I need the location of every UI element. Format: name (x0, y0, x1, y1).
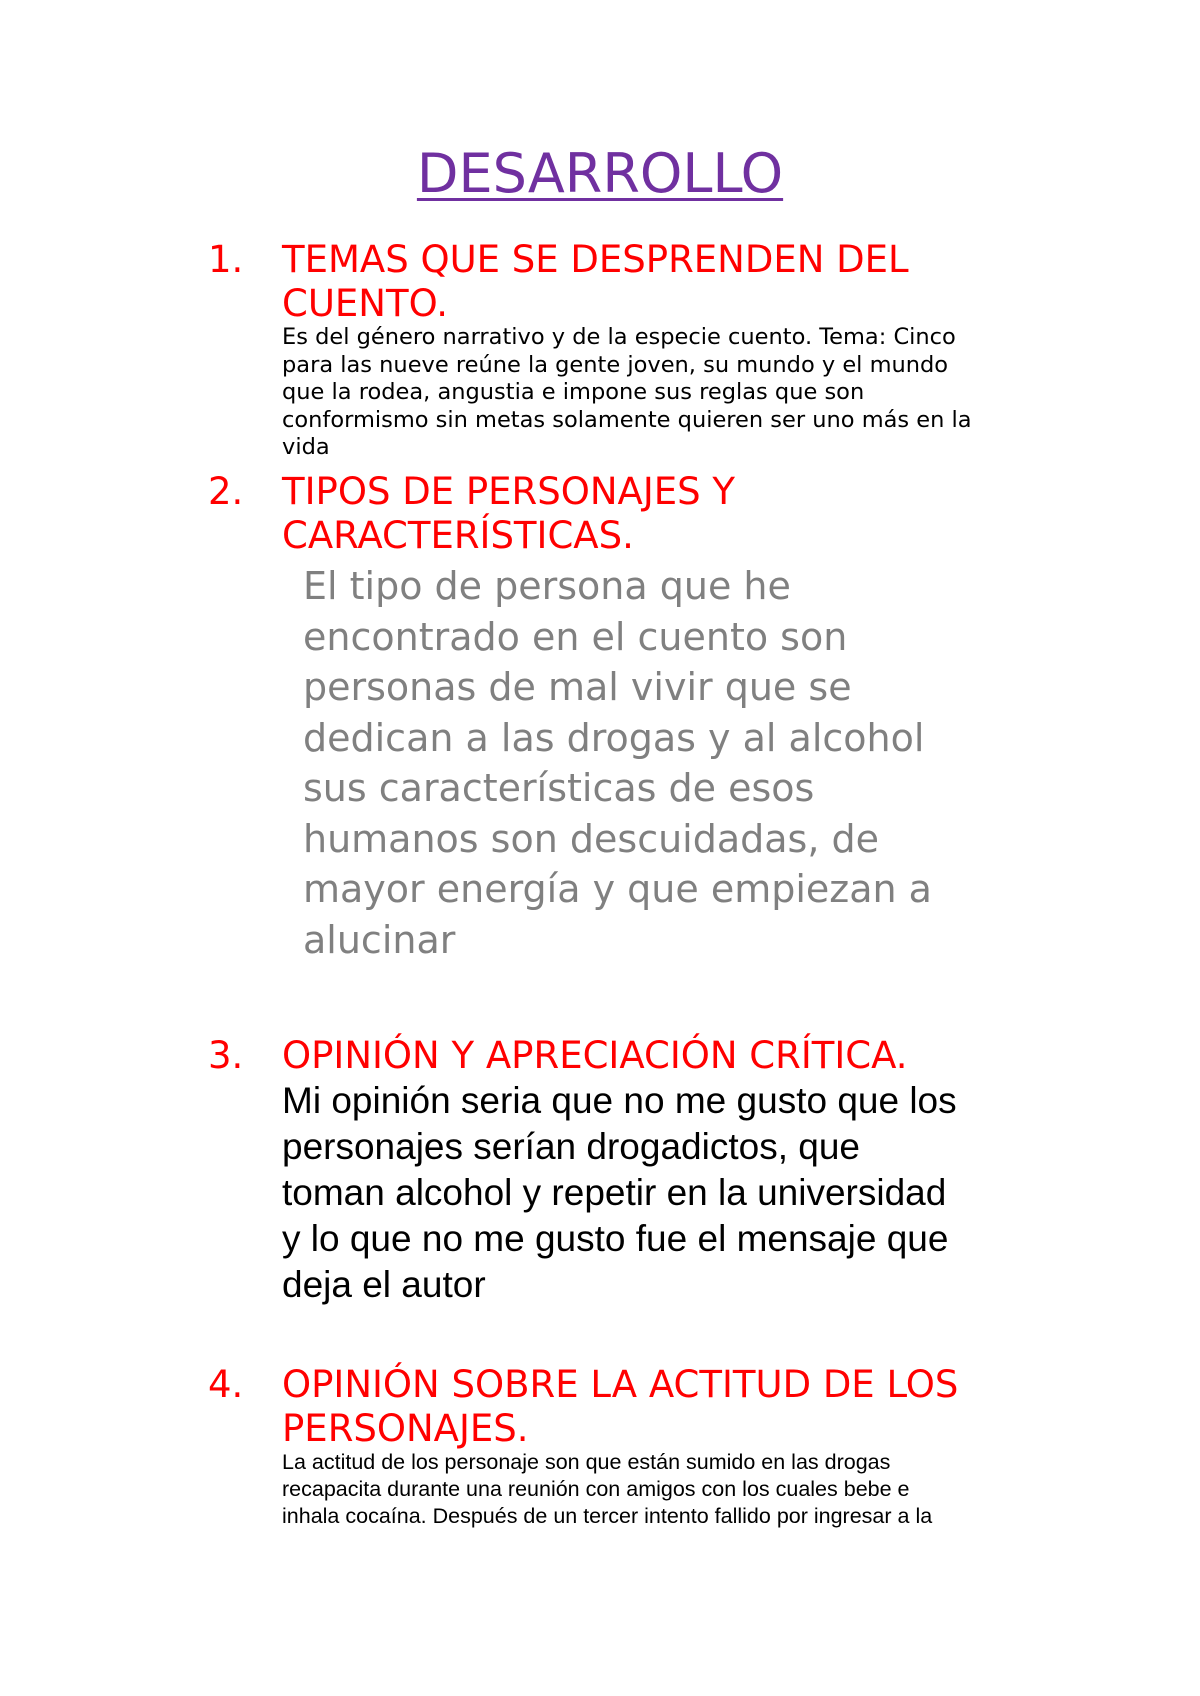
body-line: que la rodea, angustia e impone sus reglas que son (282, 379, 865, 405)
section-heading-line: OPINIÓN Y APRECIACIÓN CRÍTICA. (282, 1034, 908, 1077)
section-heading (282, 1034, 1062, 1078)
section-body (303, 561, 1043, 965)
document-title: DESARROLLO (416, 142, 784, 205)
body-line: vida (282, 434, 330, 460)
body-line: encontrado en el cuento son (303, 614, 848, 659)
section-heading-line: CARACTERÍSTICAS. (282, 514, 634, 557)
section-number: 3. (208, 1034, 244, 1077)
section-heading-line: TEMAS QUE SE DESPRENDEN DEL (282, 238, 909, 281)
body-line: dedican a las drogas y al alcohol (303, 715, 925, 760)
section-heading (282, 470, 1062, 558)
body-line: para las nueve reúne la gente joven, su mundo y el mundo (282, 351, 949, 378)
body-line: personajes serían drogadictos, que (282, 1126, 860, 1167)
section-body (282, 324, 1042, 462)
body-line: Mi opinión seria que no me gusto que los (282, 1080, 957, 1121)
section-number: 2. (208, 470, 244, 513)
body-line: La actitud de los personaje son que están sumido en las drogas (282, 1450, 891, 1474)
body-line: y lo que no me gusto fue el mensaje que (282, 1218, 949, 1259)
body-line: deja el autor (282, 1264, 486, 1305)
body-line: recapacita durante una reunión con amigos con los cuales bebe e (282, 1477, 910, 1501)
body-line: Es del género narrativo y de la especie cuento. Tema: Cinco (282, 324, 956, 350)
section-heading-line: OPINIÓN SOBRE LA ACTITUD DE LOS (282, 1363, 959, 1406)
body-line: sus características de esos (303, 766, 815, 810)
section-heading-line: PERSONAJES. (282, 1407, 529, 1450)
body-line: alucinar (303, 917, 456, 962)
section-heading-line: CUENTO. (282, 282, 448, 325)
section-number: 4. (208, 1363, 244, 1406)
section-heading (282, 238, 1062, 326)
body-line: El tipo de persona que he (303, 564, 791, 608)
section-number: 1. (208, 238, 244, 281)
section-heading (282, 1363, 1062, 1451)
body-line: personas de mal vivir que se (303, 665, 852, 709)
body-line: mayor energía y que empiezan a (303, 867, 932, 911)
section-body (282, 1449, 1042, 1530)
section-body (282, 1078, 1062, 1308)
body-line: toman alcohol y repetir en la universidad (282, 1172, 947, 1213)
section-heading-line: TIPOS DE PERSONAJES Y (282, 470, 735, 513)
body-line: humanos son descuidadas, de (303, 816, 879, 861)
body-line: conformismo sin metas solamente quieren ser uno más en la (282, 406, 972, 433)
body-line: inhala cocaína. Después de un tercer intento fallido por ingresar a la (282, 1504, 933, 1528)
